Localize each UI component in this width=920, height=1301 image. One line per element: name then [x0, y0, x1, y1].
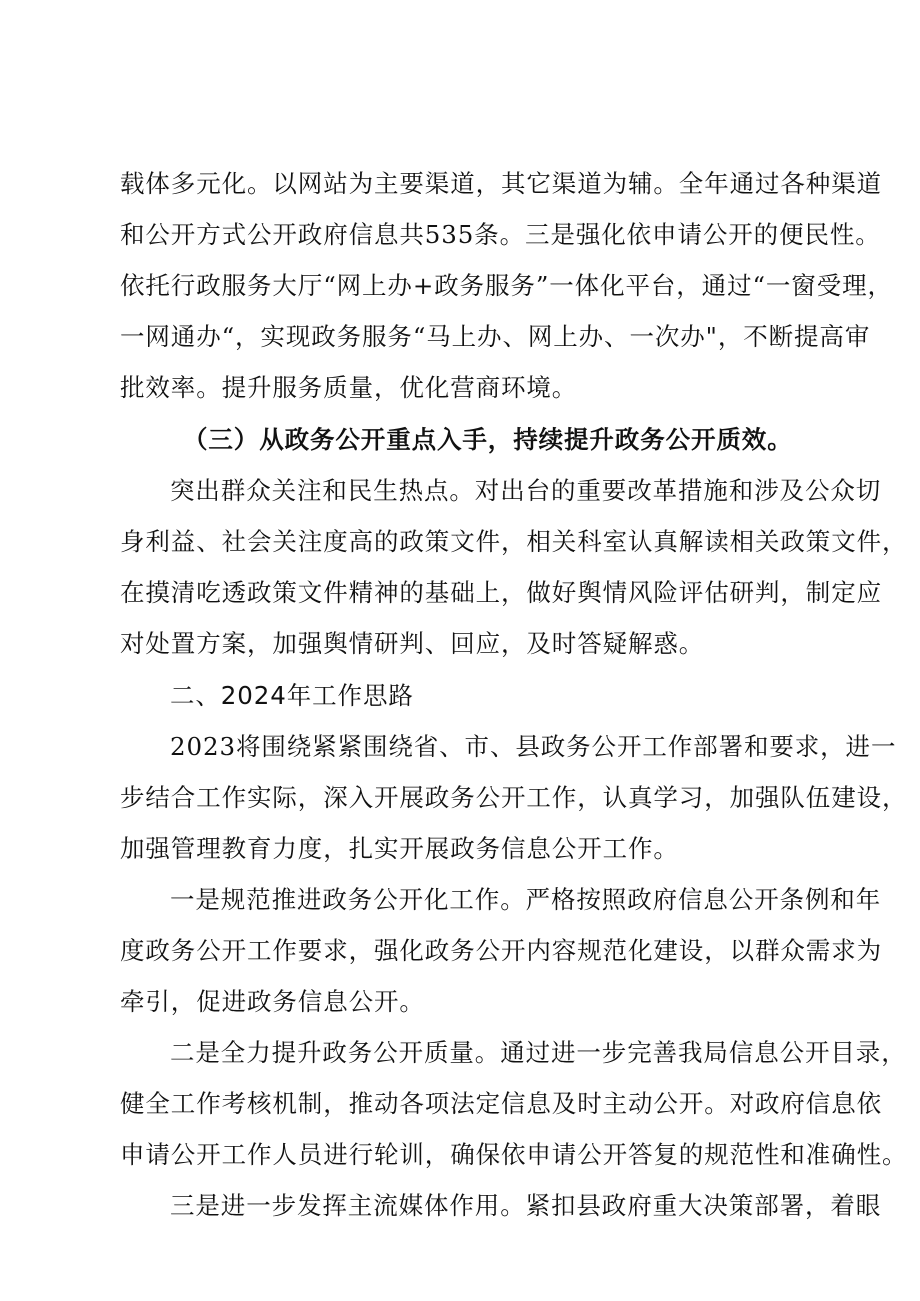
- body-text-line: 加强管理教育力度，扎实开展政务信息公开工作。: [120, 834, 679, 863]
- body-text-line: 健全工作考核机制，推动各项法定信息及时主动公开。对政府信息依: [120, 1089, 882, 1118]
- body-text-line: 在摸清吃透政策文件精神的基础上，做好舆情风险评估研判，制定应: [120, 578, 882, 607]
- body-text-line: 和公开方式公开政府信息共535条。三是强化依申请公开的便民性。: [120, 220, 881, 249]
- body-text-line: 申请公开工作人员进行轮训，确保依申请公开答复的规范性和准确性。: [120, 1140, 908, 1169]
- body-text-line: 对处置方案，加强舆情研判、回应，及时答疑解惑。: [120, 629, 705, 658]
- body-text-line: 2023将围绕紧紧围绕省、市、县政务公开工作部署和要求，进一: [170, 732, 897, 761]
- body-text-line: 一是规范推进政务公开化工作。严格按照政府信息公开条例和年: [170, 885, 882, 914]
- body-text-line: 步结合工作实际，深入开展政务公开工作，认真学习，加强队伍建设，: [120, 783, 908, 812]
- body-text-line: 身利益、社会关注度高的政策文件，相关科室认真解读相关政策文件，: [120, 527, 908, 556]
- body-text-line: 批效率。提升服务质量，优化营商环境。: [120, 373, 578, 402]
- body-text-line: 依托行政服务大厅“网上办+政务服务”一体化平台，通过“一窗受理，: [120, 271, 893, 300]
- body-text-line: 突出群众关注和民生热点。对出台的重要改革措施和涉及公众切: [170, 476, 882, 505]
- body-text-line: 牵引，促进政务信息公开。: [120, 987, 425, 1016]
- body-text-line: 二是全力提升政务公开质量。通过进一步完善我局信息公开目录，: [170, 1038, 907, 1067]
- body-text-line: 一网通办“，实现政务服务“马上办、网上办、一次办"，不断提高审: [120, 322, 871, 351]
- body-text-line: 度政务公开工作要求，强化政务公开内容规范化建设，以群众需求为: [120, 936, 882, 965]
- body-text-line: 三是进一步发挥主流媒体作用。紧扣县政府重大决策部署，着眼: [170, 1191, 882, 1220]
- chapter-heading: 二、2024年工作思路: [170, 681, 414, 710]
- section-heading: （三）从政务公开重点入手，持续提升政务公开质效。: [183, 425, 793, 454]
- body-text-line: 载体多元化。以网站为主要渠道，其它渠道为辅。全年通过各种渠道: [120, 169, 882, 198]
